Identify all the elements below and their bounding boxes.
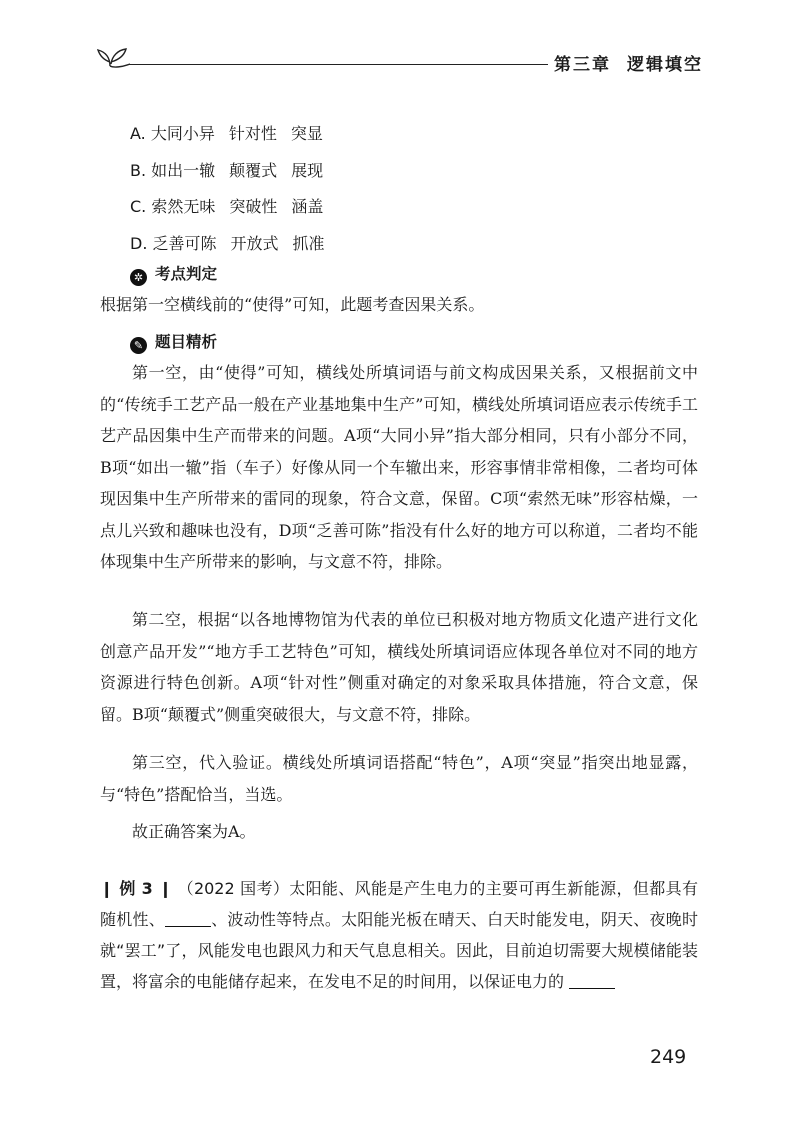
gear-icon: ✲ — [130, 269, 147, 286]
option-b: B. 如出一辙 颠覆式 展现 — [130, 160, 324, 180]
answer-options — [130, 116, 339, 263]
analysis-paragraph-1: 第一空，由“使得”可知，横线处所填词语与前文构成因果关系，又根据前文中的“传统手工艺产品一般在产业基地集中生产”可知，横线处所填词语应表示传统手工艺产品因集中生产而带来的问题。A项“大同小异”指大部分相同，只有小部分不同，B项“如出一辙”指（车子）好像从同一个车辙出来，形容事情非常相像，二者均可体现因集中生产所带来的雷同的现象，符合文意，保留。C项“索然无味”形容枯燥，一点儿兴致和趣味也没有，D项“乏善可陈”指没有什么好的地方可以称道，二者均不能体现集中生产所带来的影响，与文意不符，排除。 — [100, 363, 698, 571]
example-label: ❙ 例 3 ❙ — [100, 879, 173, 898]
jingxi-heading: ✎ 题目精析 — [130, 330, 217, 354]
header-rule — [128, 64, 548, 65]
analysis-paragraph-2: 第二空，根据“以各地博物馆为代表的单位已积极对地方物质文化遗产进行文化创意产品开发”“地方手工艺特色”可知，横线处所填词语应体现各单位对不同的地方资源进行特色创新。A项“针对性”侧重对确定的对象采取具体措施，符合文意，保留。B项“颠覆式”侧重突破很大，与文意不符，排除。 — [100, 610, 698, 724]
kaodian-heading: ✲ 考点判定 — [130, 262, 217, 286]
analysis-icon: ✎ — [130, 337, 147, 354]
chapter-title — [554, 50, 703, 75]
fill-blank — [165, 912, 211, 927]
chapter-section: 逻辑填空 — [627, 55, 703, 75]
sprout-icon — [92, 40, 132, 70]
chapter-number: 第三章 — [554, 55, 611, 75]
analysis-paragraph-3: 第三空，代入验证。横线处所填词语搭配“特色”，A项“突显”指突出地显露，与“特色”搭配恰当，当选。 — [100, 753, 698, 804]
page-number: 249 — [650, 1046, 687, 1068]
option-a: A. 大同小异 针对性 突显 — [130, 124, 323, 143]
answer-conclusion: 故正确答案为A。 — [132, 822, 256, 841]
page-header — [0, 0, 800, 80]
option-c: C. 索然无味 突破性 涵盖 — [130, 197, 324, 217]
kaodian-text: 根据第一空横线前的“使得”可知，此题考查因果关系。 — [100, 295, 485, 314]
option-d: D. 乏善可陈 开放式 抓准 — [130, 234, 325, 254]
fill-blank — [569, 974, 615, 989]
example-question: ❙ 例 3 ❙ （2022 国考）太阳能、风能是产生电力的主要可再生新能源，但都具有随机性、 、波动性等特点。太阳能光板在晴天、白天时能发电，阴天、夜晚时就“罢工”了，风能发电也跟风力和天气息息相关。因此，目前迫切需要大规模储能装置，将富余的电能储存起来，在发电不足的时间用，以保证电力的 — [100, 879, 698, 991]
